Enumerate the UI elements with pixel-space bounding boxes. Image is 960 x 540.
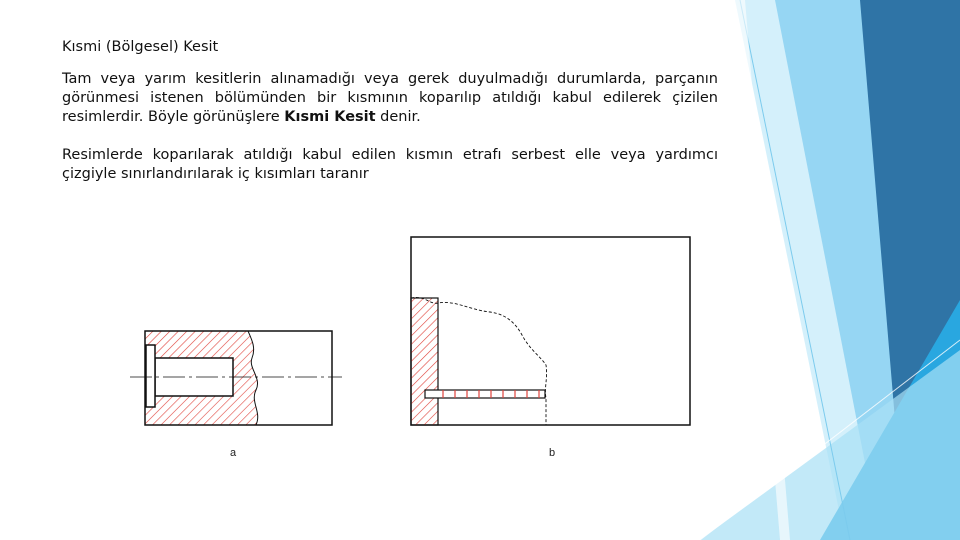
figure-label-a: a xyxy=(230,447,237,459)
figure-label-b: b xyxy=(549,447,556,459)
emphasis-term: Kısmi Kesit xyxy=(284,109,376,125)
drawing-a xyxy=(130,331,342,425)
paragraph-definition-end: denir. xyxy=(375,109,421,125)
drawing-b xyxy=(411,237,690,425)
slide-title: Kısmi (Bölgesel) Kesit xyxy=(62,39,219,55)
drawing-a-flange xyxy=(146,345,155,407)
drawing-b-hatched-wall xyxy=(411,298,438,425)
paragraph-definition-text: Tam veya yarım kesitlerin alınamadığı veya gerek duyulmadığı durumlarda, parçanın görünmesi istenen bölümünden bir kısmının koparılıp atıldığı kabul edilerek çizilen resimlerdir. Böyle görünüşlere xyxy=(62,71,718,125)
paragraph-hatching: Resimlerde koparılarak atıldığı kabul edilen kısmın etrafı serbest elle veya yardımcı çizgiyle sınırlandırılarak iç kısımları taranır xyxy=(62,147,718,182)
